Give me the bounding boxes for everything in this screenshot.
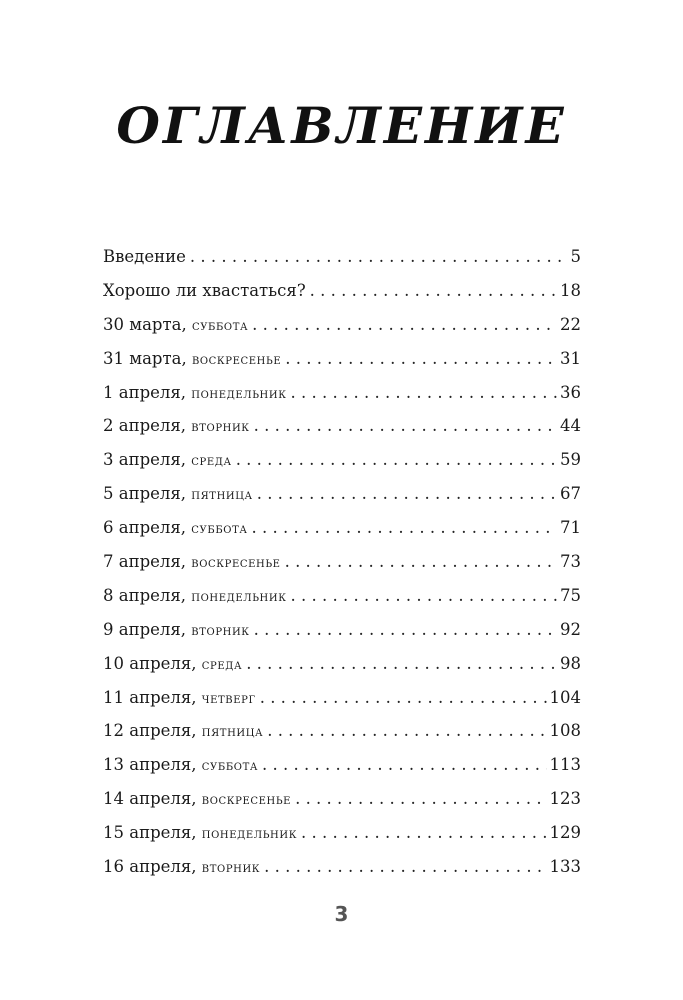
toc-entry-page: 129	[549, 823, 581, 843]
toc-leader-dots	[254, 409, 557, 443]
toc-entry-label: 12 апреля, пятница	[103, 721, 264, 741]
toc-entry[interactable]	[103, 782, 581, 816]
toc-entry-label: 13 апреля, суббота	[103, 755, 259, 775]
toc-entry-weekday: пятница	[201, 724, 264, 741]
toc-entry-weekday: четверг	[201, 690, 256, 707]
toc-entry-label: 15 апреля, понедельник	[103, 823, 298, 843]
page-number: 3	[334, 902, 349, 926]
toc-entry-label: 6 апреля, суббота	[103, 518, 248, 538]
toc-entry-weekday: суббота	[191, 317, 249, 334]
toc-leader-dots	[236, 443, 557, 477]
toc-entry[interactable]	[103, 714, 581, 748]
toc-entry-label: 3 апреля, среда	[103, 450, 232, 470]
toc-entry-page: 104	[549, 687, 581, 707]
toc-entry-page: 59	[560, 450, 581, 470]
toc-entry[interactable]	[103, 579, 581, 613]
toc-entry-weekday: понедельник	[191, 385, 287, 402]
table-of-contents	[103, 240, 581, 884]
toc-entry-label: 8 апреля, понедельник	[103, 585, 287, 605]
toc-entry[interactable]	[103, 850, 581, 884]
toc-entry-label: 9 апреля, вторник	[103, 619, 250, 639]
toc-leader-dots	[295, 782, 546, 816]
toc-entry-page: 36	[560, 382, 581, 402]
toc-entry[interactable]	[103, 748, 581, 782]
toc-entry-page: 22	[560, 314, 581, 334]
toc-entry[interactable]	[103, 545, 581, 579]
toc-leader-dots	[264, 850, 546, 884]
toc-entry[interactable]	[103, 308, 581, 342]
toc-leader-dots	[291, 579, 557, 613]
toc-entry-weekday: среда	[191, 453, 232, 470]
toc-entry-page: 98	[560, 653, 581, 673]
toc-entry-label: 16 апреля, вторник	[103, 857, 261, 877]
toc-entry-weekday: вторник	[191, 419, 250, 436]
toc-entry-weekday: воскресенье	[201, 792, 292, 809]
toc-leader-dots	[257, 477, 557, 511]
toc-entry[interactable]	[103, 376, 581, 410]
toc-entry-label: 11 апреля, четверг	[103, 687, 256, 707]
toc-leader-dots	[254, 613, 557, 647]
toc-entry-page: 44	[560, 416, 581, 436]
toc-entry-weekday: вторник	[191, 622, 250, 639]
toc-entry-page: 67	[560, 484, 581, 504]
toc-entry[interactable]	[103, 342, 581, 376]
toc-entry-weekday: воскресенье	[191, 351, 282, 368]
toc-leader-dots	[260, 681, 547, 715]
toc-leader-dots	[267, 714, 546, 748]
toc-entry[interactable]	[103, 511, 581, 545]
toc-entry-page: 113	[549, 755, 581, 775]
toc-leader-dots	[310, 274, 557, 308]
toc-entry-label: Введение	[103, 247, 186, 266]
toc-leader-dots	[262, 748, 546, 782]
toc-entry-label: 7 апреля, воскресенье	[103, 552, 281, 572]
toc-entry[interactable]	[103, 274, 581, 308]
toc-entry-label: 2 апреля, вторник	[103, 416, 250, 436]
toc-entry-page: 31	[560, 348, 581, 368]
toc-entry-page: 5	[570, 247, 581, 266]
toc-entry-weekday: суббота	[201, 758, 259, 775]
toc-entry-label: 30 марта, суббота	[103, 314, 249, 334]
toc-leader-dots	[246, 647, 557, 681]
toc-entry-page: 71	[560, 518, 581, 538]
toc-entry-page: 73	[560, 552, 581, 572]
toc-leader-dots	[252, 308, 557, 342]
toc-entry-page: 92	[560, 619, 581, 639]
toc-entry[interactable]	[103, 613, 581, 647]
toc-entry-weekday: вторник	[201, 860, 261, 877]
page-title: ОГЛАВЛЕНИЕ	[116, 95, 567, 155]
toc-entry-weekday: среда	[201, 656, 243, 673]
toc-entry[interactable]	[103, 647, 581, 681]
toc-leader-dots	[291, 376, 557, 410]
toc-leader-dots	[285, 342, 557, 376]
toc-leader-dots	[190, 240, 568, 274]
toc-entry-label: Хорошо ли хвастаться?	[103, 280, 306, 300]
toc-leader-dots	[252, 511, 557, 545]
toc-entry-page: 133	[549, 857, 581, 877]
toc-entry-page: 18	[560, 280, 581, 300]
toc-entry[interactable]	[103, 477, 581, 511]
toc-entry[interactable]	[103, 409, 581, 443]
toc-entry-weekday: понедельник	[201, 826, 298, 843]
toc-entry-weekday: понедельник	[191, 588, 287, 605]
toc-entry-page: 108	[549, 721, 581, 741]
toc-leader-dots	[301, 816, 546, 850]
toc-entry-label: 5 апреля, пятница	[103, 484, 253, 504]
toc-entry[interactable]	[103, 816, 581, 850]
toc-leader-dots	[285, 545, 557, 579]
toc-entry[interactable]	[103, 443, 581, 477]
toc-entry[interactable]	[103, 681, 581, 715]
toc-entry-weekday: суббота	[191, 521, 248, 538]
toc-entry-weekday: воскресенье	[191, 555, 281, 572]
toc-entry-label: 14 апреля, воскресенье	[103, 789, 292, 809]
toc-entry-label: 1 апреля, понедельник	[103, 382, 287, 402]
toc-entry-weekday: пятница	[191, 487, 253, 504]
toc-entry-label: 31 марта, воскресенье	[103, 348, 282, 368]
toc-entry-page: 75	[560, 585, 581, 605]
toc-entry-page: 123	[549, 789, 581, 809]
toc-entry-label: 10 апреля, среда	[103, 653, 243, 673]
toc-entry[interactable]	[103, 240, 581, 274]
